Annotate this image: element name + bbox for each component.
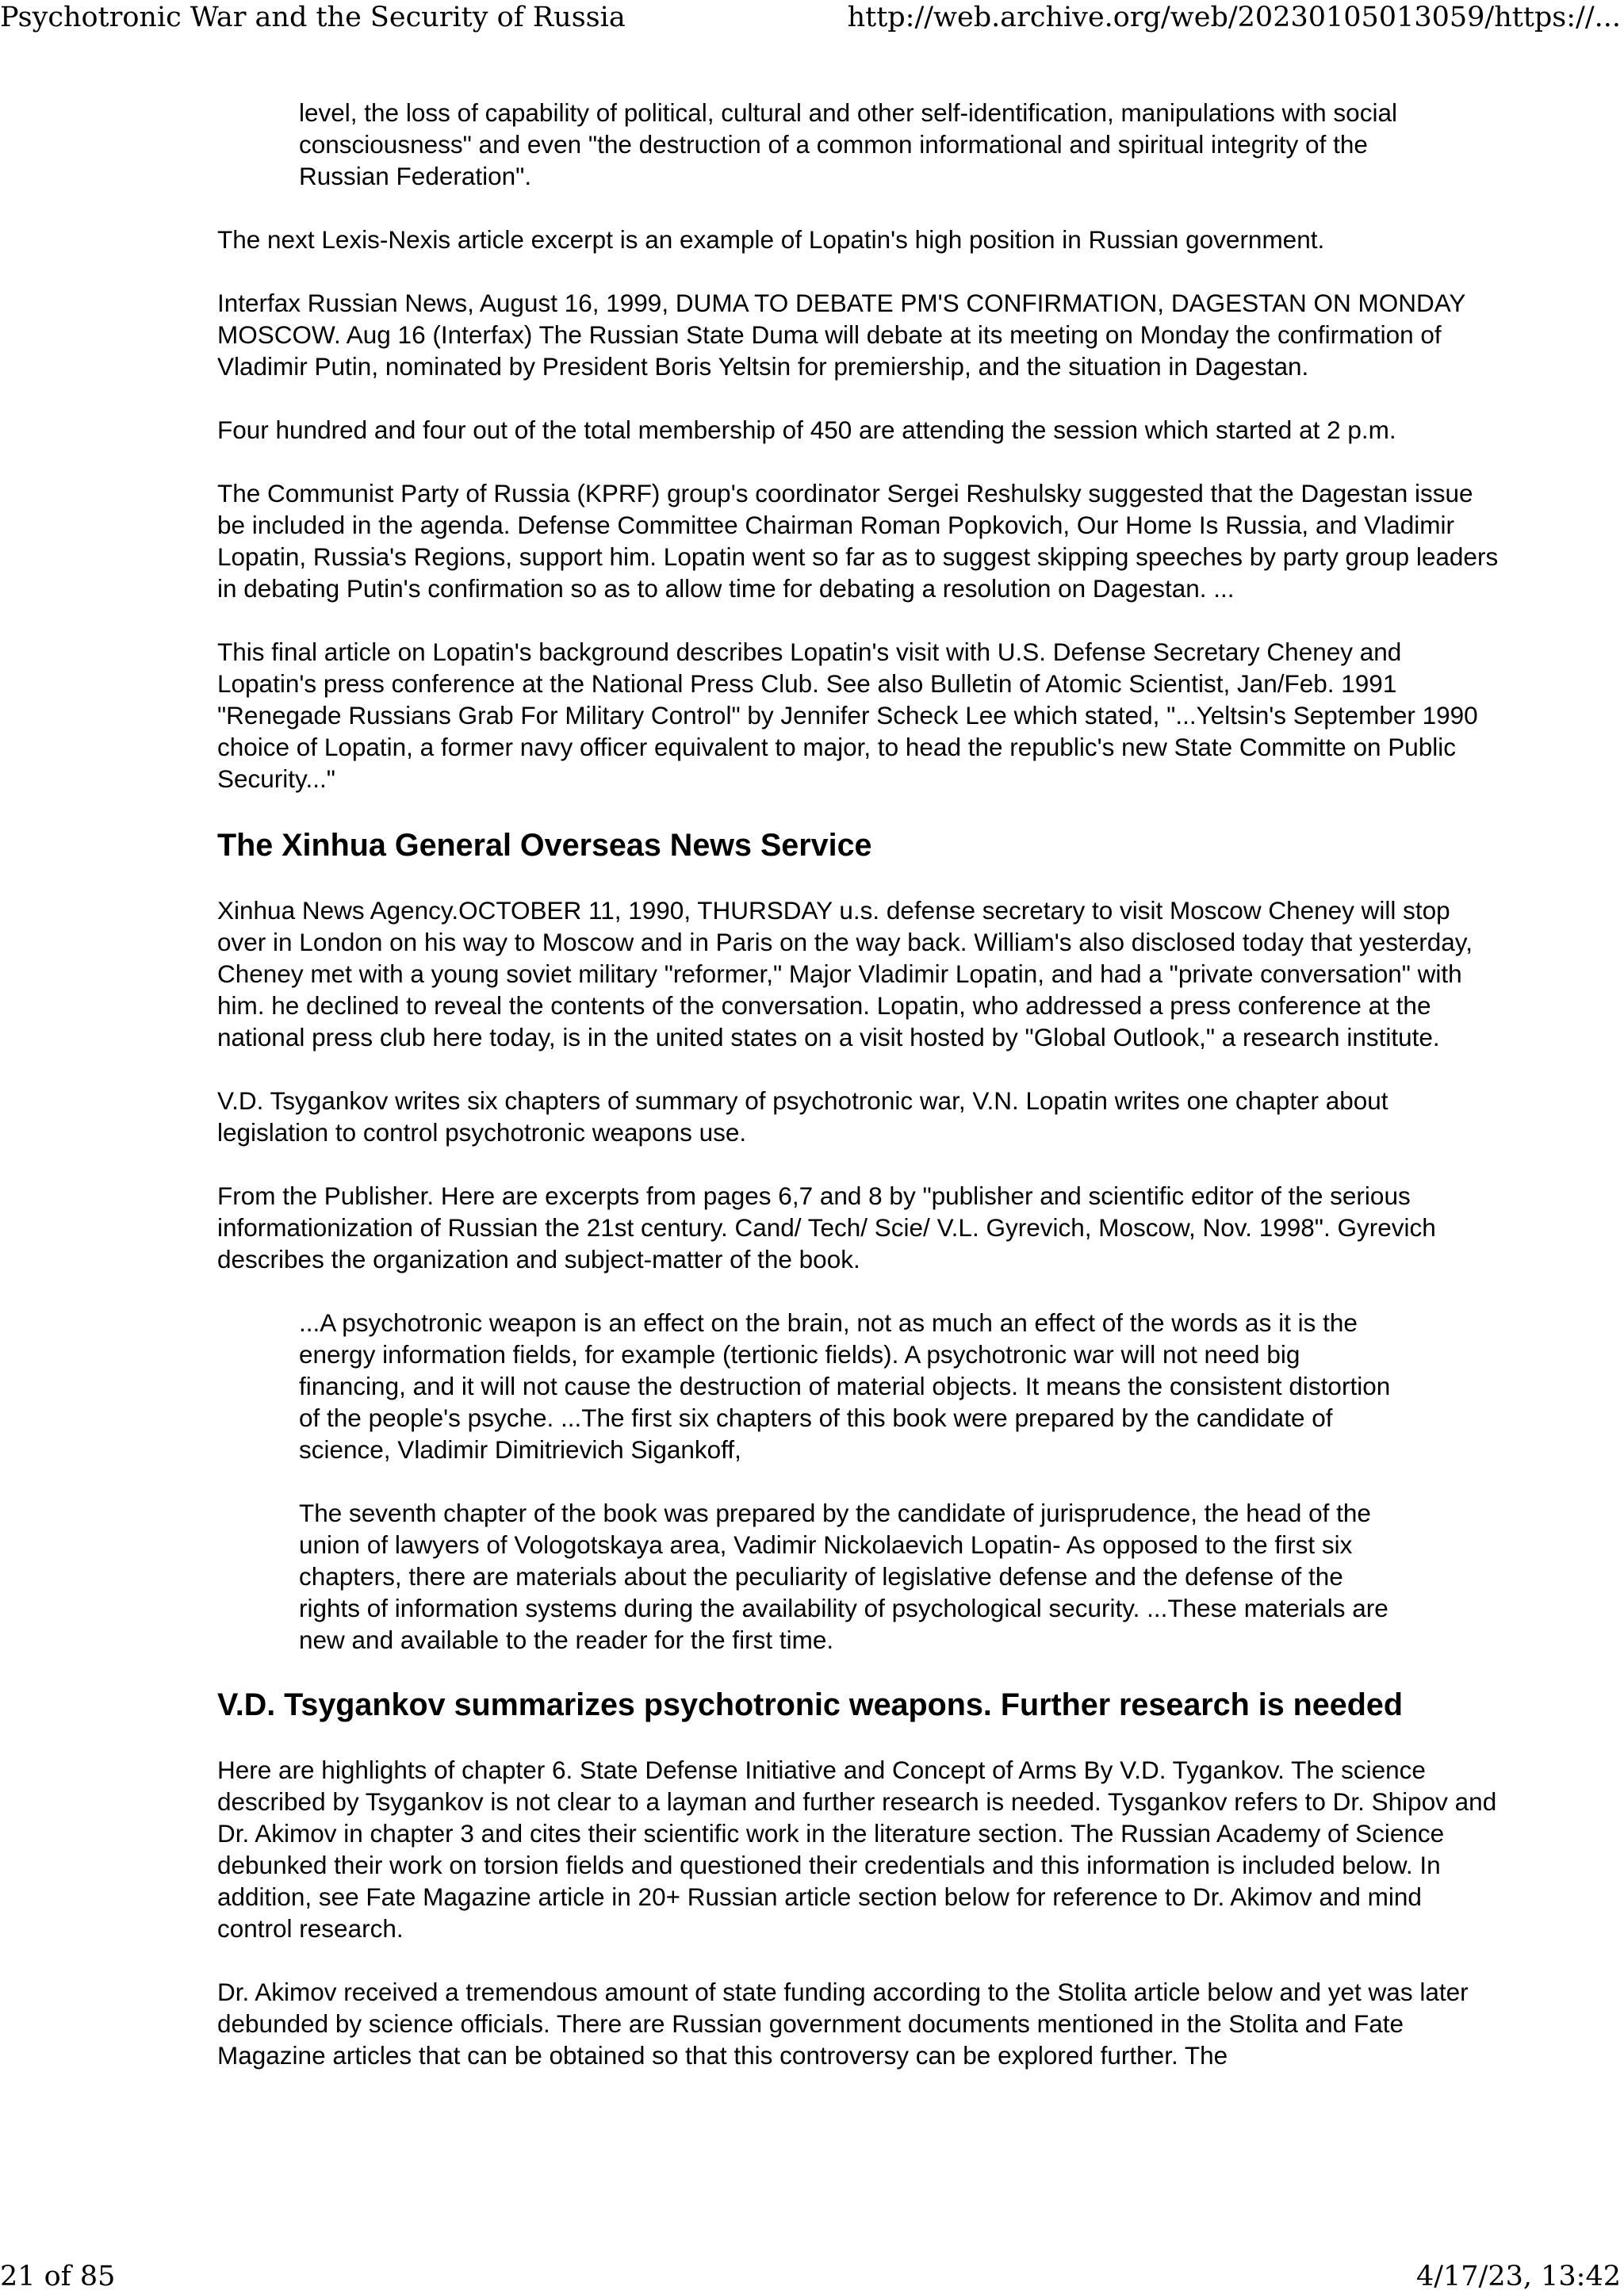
- paragraph-attendance: Four hundred and four out of the total membership of 450 are attending the session which started at 2 p.m.: [217, 416, 1396, 444]
- blockquote-top: [299, 97, 1409, 192]
- paragraph-akimov: Dr. Akimov received a tremendous amount of state funding according to the Stolita article below and yet was later debunded by science officials. There are Russian government documents mentioned in the Stolita and Fate Magazine articles that can be obtained so that this controversy can be explored further. The: [217, 1978, 1469, 2070]
- document-title: Psychotronic War and the Security of Russia: [0, 2, 626, 33]
- paragraph-chapter6: Here are highlights of chapter 6. State Defense Initiative and Concept of Arms By V.D. Tygankov. The science described by Tsygankov is not clear to a layman and further research is needed. Tysgankov refers to Dr. Shipov and Dr. Akimov in chapter 3 and cites their scientific work in the literature section. The Russian Academy of Science debunked their work on torsion fields and questioned their credentials and this information is included below. In addition, see Fate Magazine article in 20+ Russian article section below for reference to Dr. Akimov and mind control research.: [217, 1756, 1497, 1943]
- section-heading-xinhua: The Xinhua General Overseas News Service: [217, 828, 872, 863]
- paragraph-kprf: The Communist Party of Russia (KPRF) group's coordinator Sergei Reshulsky suggested that the Dagestan issue be included in the agenda. Defense Committee Chairman Roman Popkovich, Our Home Is Russia, and Vladimir Lopatin, Russia's Regions, support him. Lopatin went so far as to suggest skipping speeches by party group leaders in debating Putin's confirmation so as to allow time for debating a resolution on Dagestan. ...: [217, 479, 1499, 603]
- quote-paragraph-seventh-chapter: The seventh chapter of the book was prepared by the candidate of jurisprudence, the head of the union of lawyers of Vologotskaya area, Vadimir Nickolaevich Lopatin- As opposed to the first six chapters, there are materials about the peculiarity of legislative defense and the defense of the rights of information systems during the availability of psychological security. ...These materials are new and available to the reader for the first time.: [299, 1499, 1388, 1654]
- page-counter: 21 of 85: [0, 2261, 116, 2292]
- quote-paragraph-weapon: ...A psychotronic weapon is an effect on the brain, not as much an effect of the words as it is the energy information fields, for example (tertionic fields). A psychotronic war will not need big financing, and it will not cause the destruction of material objects. It means the consistent distortion of the people's psyche. ...The first six chapters of this book were prepared by the candidate of science, Vladimir Dimitrievich Sigankoff,: [299, 1308, 1391, 1464]
- paragraph-xinhua: Xinhua News Agency.OCTOBER 11, 1990, THURSDAY u.s. defense secretary to visit Moscow Cheney will stop over in London on his way to Moscow and in Paris on the way back. William's also disclosed today that yesterday, Cheney met with a young soviet military "reformer," Major Vladimir Lopatin, and had a "private conversation" with him. he declined to reveal the contents of the conversation. Lopatin, who addressed a press conference at the national press club here today, is in the united states on a visit hosted by "Global Outlook," a research institute.: [217, 896, 1473, 1051]
- blockquote-publisher-excerpt: [299, 1307, 1409, 1656]
- source-url: http://web.archive.org/web/20230105013059/https://...: [847, 2, 1621, 33]
- quote-paragraph: level, the loss of capability of political, cultural and other self-identification, manipulations with social consciousness" and even "the destruction of a common informational and spiritual integrity of the Russian Federation".: [299, 98, 1397, 190]
- paragraph-tsygankov-chapters: V.D. Tsygankov writes six chapters of summary of psychotronic war, V.N. Lopatin writes one chapter about legislation to control psychotronic weapons use.: [217, 1086, 1388, 1147]
- paragraph-publisher: From the Publisher. Here are excerpts from pages 6,7 and 8 by "publisher and scientific editor of the serious informationization of Russian the 21st century. Cand/ Tech/ Scie/ V.L. Gyrevich, Moscow, Nov. 1998". Gyrevich describes the organization and subject-matter of the book.: [217, 1181, 1436, 1273]
- paragraph-interfax: Interfax Russian News, August 16, 1999, DUMA TO DEBATE PM'S CONFIRMATION, DAGESTAN ON MONDAY MOSCOW. Aug 16 (Interfax) The Russian State Duma will debate at its meeting on Monday the confirmation of Vladimir Putin, nominated by President Boris Yeltsin for premiership, and the situation in Dagestan.: [217, 289, 1465, 381]
- paragraph-lopatin-background: This final article on Lopatin's background describes Lopatin's visit with U.S. Defense Secretary Cheney and Lopatin's press conference at the National Press Club. See also Bulletin of Atomic Scientist, Jan/Feb. 1991 "Renegade Russians Grab For Military Control" by Jennifer Scheck Lee which stated, "...Yeltsin's September 1990 choice of Lopatin, a former navy officer equivalent to major, to head the republic's new State Committe on Public Security...": [217, 638, 1478, 793]
- print-datetime: 4/17/23, 13:42: [1415, 2261, 1621, 2292]
- section-heading-tsygankov: V.D. Tsygankov summarizes psychotronic weapons. Further research is needed: [217, 1687, 1403, 1722]
- paragraph-lexis-intro: The next Lexis-Nexis article excerpt is an example of Lopatin's high position in Russian government.: [217, 225, 1325, 254]
- article-content: [217, 97, 1502, 2103]
